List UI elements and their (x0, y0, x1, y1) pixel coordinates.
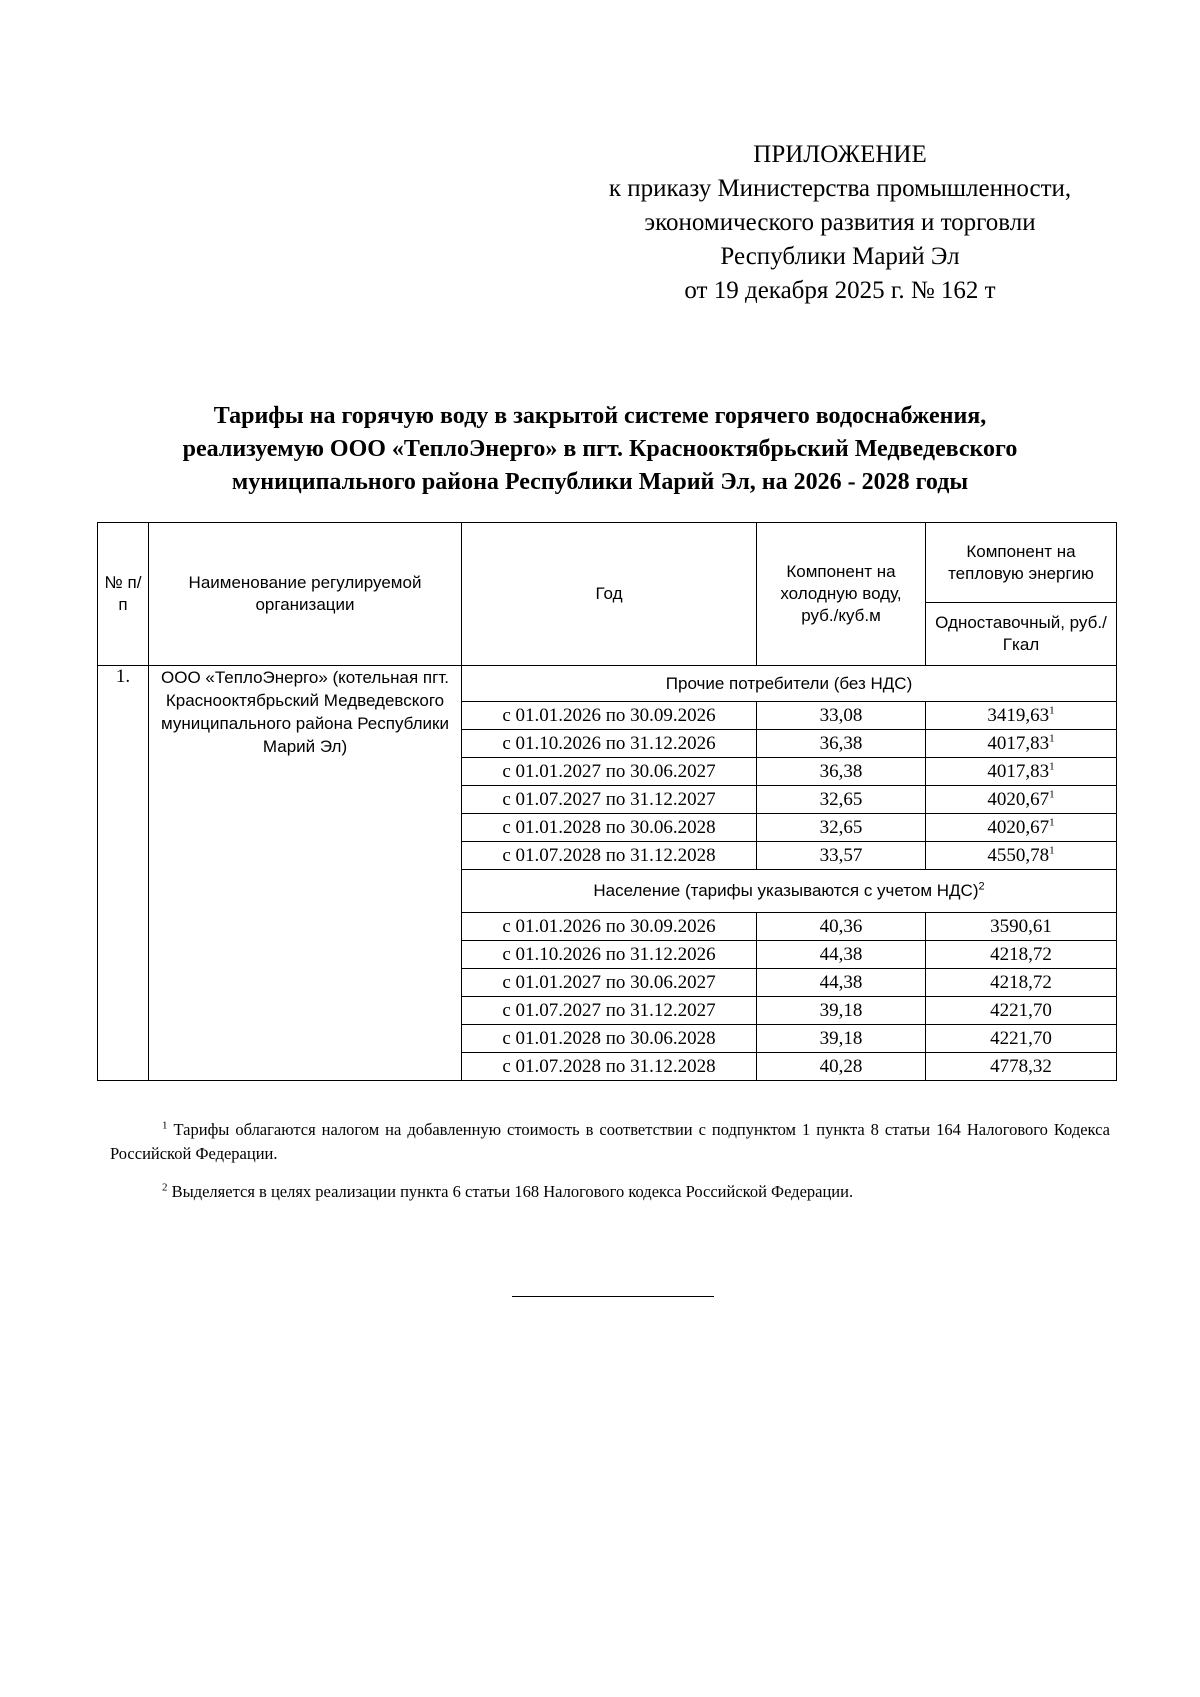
row-number: 1. (98, 666, 149, 1081)
period-cell: с 01.01.2026 по 30.09.2026 (462, 702, 757, 730)
heat-energy-cell (926, 842, 1117, 870)
heat-energy-value: 4020,67 (987, 816, 1050, 838)
header-cold-water: Компонент на холодную воду, руб./куб.м (757, 523, 926, 666)
footnote-text: Выделяется в целях реализации пункта 6 статьи 168 Налогового кодекса Российской Федерации. (171, 1182, 854, 1201)
heat-footnote-mark: 1 (1049, 760, 1055, 773)
end-separator-line (512, 1296, 714, 1297)
heat-energy-cell (926, 786, 1117, 814)
heat-energy-value: 4218,72 (990, 943, 1052, 965)
heat-footnote-mark: 1 (1049, 788, 1055, 801)
period-cell: с 01.07.2028 по 31.12.2028 (462, 1053, 757, 1081)
heat-energy-value: 4221,70 (990, 999, 1052, 1021)
group-label-text: Население (тарифы указываются с учетом НДС) (593, 881, 979, 900)
footnote-2 (110, 1180, 1110, 1204)
period-cell: с 01.01.2026 по 30.09.2026 (462, 913, 757, 941)
group-label-footnote-mark: 2 (978, 880, 985, 893)
heat-energy-value: 4221,70 (990, 1027, 1052, 1049)
organization-name: ООО «ТеплоЭнерго» (котельная пгт. Краснооктябрьский Медведевского муниципального района Республики Марий Эл) (149, 666, 462, 1081)
header-heat-single-rate: Одноставочный, руб./Гкал (926, 603, 1117, 666)
cold-water-cell: 40,28 (757, 1053, 926, 1081)
heat-footnote-mark: 1 (1049, 732, 1055, 745)
heat-energy-cell (926, 814, 1117, 842)
cold-water-cell: 33,57 (757, 842, 926, 870)
heat-energy-value: 4218,72 (990, 971, 1052, 993)
appendix-line-republic: Республики Марий Эл (720, 243, 960, 270)
heat-energy-cell (926, 702, 1117, 730)
header-year: Год (462, 523, 757, 666)
footnote-mark: 1 (162, 1119, 168, 1132)
appendix-line-order: к приказу Министерства промышленности, (608, 175, 1072, 202)
heat-energy-value: 3590,61 (990, 915, 1052, 937)
heat-energy-value: 4017,83 (987, 760, 1050, 782)
heat-footnote-mark: 1 (1049, 816, 1055, 829)
cold-water-cell: 44,38 (757, 969, 926, 997)
footnote-mark: 2 (162, 1181, 168, 1194)
heat-footnote-mark: 1 (1049, 704, 1055, 717)
header-organization: Наименование регулируемой организации (149, 523, 462, 666)
group-row (98, 666, 1117, 702)
period-cell: с 01.10.2026 по 31.12.2026 (462, 730, 757, 758)
title-line-1: Тарифы на горячую воду в закрытой системе горячего водоснабжения, (213, 403, 987, 429)
cold-water-cell: 32,65 (757, 786, 926, 814)
footnote-1 (110, 1118, 1110, 1166)
appendix-line-ministry: экономического развития и торговли (644, 209, 1036, 236)
appendix-header (560, 138, 1120, 308)
heat-energy-value: 4017,83 (987, 732, 1050, 754)
appendix-label: ПРИЛОЖЕНИЕ (753, 141, 927, 168)
group-label (462, 870, 1117, 913)
document-title (80, 400, 1120, 499)
cold-water-cell: 40,36 (757, 913, 926, 941)
cold-water-cell: 32,65 (757, 814, 926, 842)
title-line-2: реализуемую ООО «ТеплоЭнерго» в пгт. Краснооктябрьский Медведевского (182, 436, 1018, 462)
heat-footnote-mark: 1 (1049, 844, 1055, 857)
cold-water-cell: 39,18 (757, 997, 926, 1025)
period-cell: с 01.07.2027 по 31.12.2027 (462, 997, 757, 1025)
heat-energy-cell (926, 913, 1117, 941)
period-cell: с 01.10.2026 по 31.12.2026 (462, 941, 757, 969)
heat-energy-value: 4778,32 (990, 1055, 1052, 1077)
footnotes (110, 1118, 1110, 1204)
tariff-table (97, 522, 1117, 1081)
period-cell: с 01.01.2027 по 30.06.2027 (462, 969, 757, 997)
group-label-text: Прочие потребители (без НДС) (665, 673, 913, 693)
appendix-line-date: от 19 декабря 2025 г. № 162 т (684, 277, 996, 304)
heat-energy-value: 3419,63 (987, 704, 1050, 726)
heat-energy-cell (926, 1053, 1117, 1081)
heat-energy-cell (926, 758, 1117, 786)
period-cell: с 01.01.2028 по 30.06.2028 (462, 814, 757, 842)
footnote-text: Тарифы облагаются налогом на добавленную стоимость в соответствии с подпунктом 1 пункта 8 статьи 164 Налогового Кодекса Российской Федерации. (110, 1120, 1110, 1163)
period-cell: с 01.07.2027 по 31.12.2027 (462, 786, 757, 814)
cold-water-cell: 36,38 (757, 730, 926, 758)
heat-energy-value: 4550,78 (987, 844, 1050, 866)
heat-energy-cell (926, 969, 1117, 997)
heat-energy-cell (926, 730, 1117, 758)
heat-energy-value: 4020,67 (987, 788, 1050, 810)
heat-energy-cell (926, 997, 1117, 1025)
period-cell: с 01.01.2027 по 30.06.2027 (462, 758, 757, 786)
heat-energy-cell (926, 941, 1117, 969)
heat-energy-cell (926, 1025, 1117, 1053)
cold-water-cell: 44,38 (757, 941, 926, 969)
cold-water-cell: 33,08 (757, 702, 926, 730)
cold-water-cell: 36,38 (757, 758, 926, 786)
header-num: № п/п (98, 523, 149, 666)
title-line-3: муниципального района Республики Марий Эл, на 2026 - 2028 годы (231, 469, 969, 495)
header-heat-energy: Компонент на тепловую энергию (926, 523, 1117, 603)
group-label (462, 666, 1117, 702)
period-cell: с 01.07.2028 по 31.12.2028 (462, 842, 757, 870)
cold-water-cell: 39,18 (757, 1025, 926, 1053)
table-header-row (98, 523, 1117, 603)
period-cell: с 01.01.2028 по 30.06.2028 (462, 1025, 757, 1053)
